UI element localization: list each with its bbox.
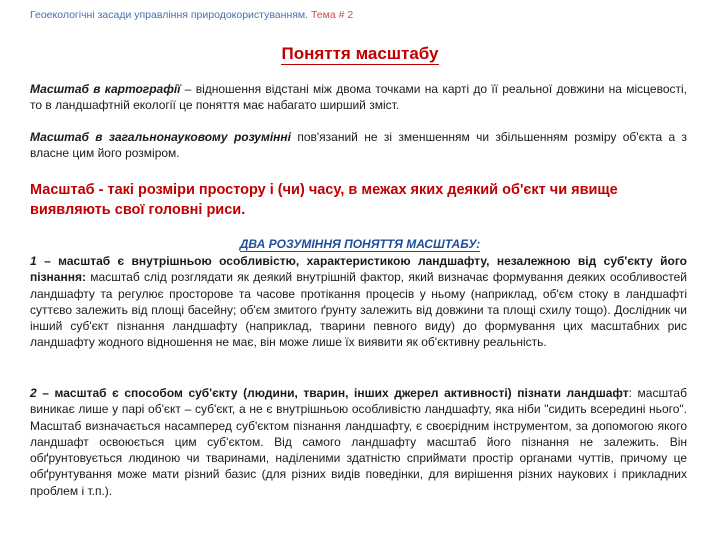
term-general-science: Масштаб в загальнонауковому розумінні [30,130,291,144]
page-title-text: Поняття масштабу [281,44,439,63]
item-1-number: 1 [30,254,37,268]
section-subtitle-text: ДВА РОЗУМІННЯ ПОНЯТТЯ МАСШТАБУ: [239,237,481,251]
section-subtitle [0,237,720,251]
paragraph-general-science-text: пов'язаний не зі зменшенням чи збільшенням розміру об'єкта а з власне цим його розміром. [30,130,687,161]
topic-label: Тема # 2 [310,9,354,21]
item-1-heading: – масштаб є внутрішньою особливістю, характеристикою ландшафту, незалежною від суб'єкту його пізнання: [30,254,687,285]
list-item-1 [30,253,687,351]
term-cartography: Масштаб в картографії [30,82,181,96]
slide-header [30,9,353,21]
item-2-text: : масштаб виникає лише у парі об'єкт – суб'єкт, а не є внутрішньою особливістю ландшафту, яка ніби "сидить всередині нього". Масштаб визначається насамперед суб'єктом пізнання ландшафту, є своєрідним інструментом, за допомогою якого ландшафт освоюється цим суб'єктом. Від самого ландшафту масштаб його пізнання не залежить. Він обґрунтовується людиною чи тваринами, наділеними здатністю сприймати простір органами чуттів, причому це обґрунтування може мати різний базис (для різних видів поведінки, для вирішення різних наукових і прикладних проблем і т.п.). [30,386,687,498]
paragraph-general-science [30,129,687,162]
page-title [0,44,720,64]
paragraph-cartography-text: – відношення відстані між двома точками на карті до її реальної довжини на місцевості, то в ландшафтній екології це поняття має набагато ширший зміст. [30,82,687,113]
item-2-number: 2 [30,386,37,400]
item-2-heading: – масштаб є способом суб'єкту (людини, тварин, інших джерел активності) пізнати ландшафт [36,386,629,400]
item-1-text: масштаб слід розглядати як деякий внутрішній фактор, який визначає формування деяких особливостей ландшафту та регулює просторове та часове протікання процесів у ньому (наприклад, об'єм стоку в ландшафті суттєво залежить від площі басейну; об'єм змитого ґрунту залежить від довжини та площі схилу тощо). Дослідник чи інший суб'єкт пізнання ландшафту (наприклад, тварини певного виду) до формування цих масштабних рис ландшафту жодного відношення не має, він може лише їх виявити як об'єктивну реальність. [30,270,687,350]
course-name: Геоекологічні засади управління природокористуванням. [30,9,309,21]
scale-definition: Масштаб - такі розміри простору і (чи) часу, в межах яких деякий об'єкт чи явище виявляють свої головні риси. [30,182,618,218]
paragraph-cartography [30,81,687,114]
list-item-2 [30,385,687,499]
